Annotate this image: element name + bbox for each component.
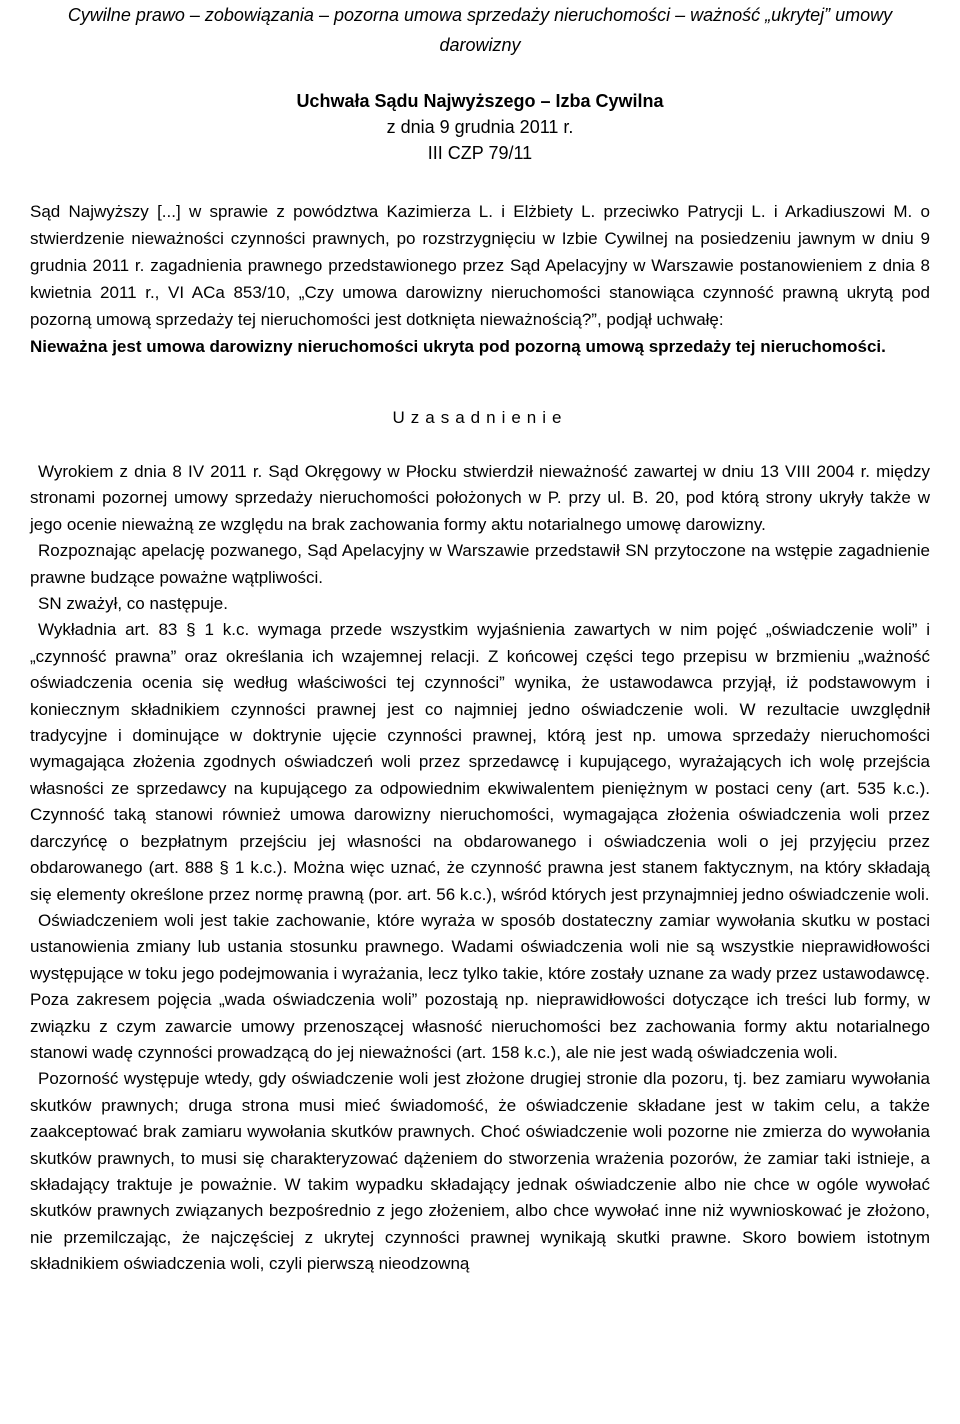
justification-body [30, 459, 930, 1278]
case-number: III CZP 79/11 [427, 143, 533, 163]
resolution-intro [30, 198, 930, 361]
justification-paragraph: Wykładnia art. 83 § 1 k.c. wymaga przede wszystkim wyjaśnienia zawartych w nim pojęć „oświadczenie woli” i „czynność prawna” oraz określania ich wzajemnej relacji. Z końcowej części tego przepisu w brzmieniu „ważność oświadczenia ocenia się według właściwości tej czynności” wynika, że ustawodawca przyjął, iż podstawowym i koniecznym składnikiem czynności prawnej jest co najmniej jedno oświadczenie woli. W rezultacie uwzględnił tradycyjne i dominujące w doktrynie ujęcie czynności prawnej, którą jest np. umowa sprzedaży nieruchomości wymagająca złożenia zgodnych oświadczeń woli przez sprzedawcę i kupującego, wyrażających ich wolę przejścia własności ze sprzedawcy na kupującego za odpowiednim ekwiwalentem pieniężnym w postaci ceny (art. 535 k.c.). Czynność taką stanowi również umowa darowizny nieruchomości, wymagająca złożenia oświadczenia woli przez darczyńcę o bezpłatnym przejściu jej własności na obdarowanego i oświadczenia woli o jej przyjęciu przez obdarowanego (art. 888 § 1 k.c.). Można więc uznać, że czynność prawna jest stanem faktycznym, na który składają się elementy określone przez normę prawną (por. art. 56 k.c.), wśród których jest przynajmniej jedno oświadczenie woli. [30, 620, 930, 904]
justification-paragraph: Pozorność występuje wtedy, gdy oświadczenie woli jest złożone drugiej stronie dla pozoru, tj. bez zamiaru wywołania skutków prawnych; druga strona musi mieć świadomość, że oświadczenie składane jest w takim celu, a także zaakceptować brak zamiaru wywołania skutków prawnych. Choć oświadczenie woli pozorne nie zmierza do wywołania skutków prawnych, to musi się charakteryzować dążeniem do stworzenia wrażenia pozorów, że zamiar taki istnieje, a składający traktuje je poważnie. W takim wypadku składający jednak oświadczenie albo nie chce w ogóle wywołać skutków prawnych związanych bezpośrednio z jego złożeniem, albo chce wywołać inne niż wywnioskować je złożono, nie przemilczając, że najczęściej z ukrytej czynności prawnej wynikają skutki prawne. Skoro bowiem istotnym składnikiem oświadczenia woli, czyli pierwszą nieodzowną [30, 1069, 930, 1274]
justification-paragraph: Oświadczeniem woli jest takie zachowanie, które wyraża w sposób dostateczny zamiar wywołania skutku w postaci ustanowienia zmiany lub ustania stosunku prawnego. Wadami oświadczenia woli nie są wszystkie nieprawidłowości występujące w toku jego podejmowania i wyrażania, lecz tylko takie, które zostały uznane za wady przez ustawodawcę. Poza zakresem pojęcia „wada oświadczenia woli” pozostają np. nieprawidłowości dotyczące ich treści lub formy, w związku z czym zawarcie umowy przenoszącej własność nieruchomości bez zachowania formy aktu notarialnego stanowi wadę czynności prowadzącą do jej nieważności (art. 158 k.c.), ale nie jest wadą oświadczenia woli. [30, 910, 930, 1062]
document-subject: Cywilne prawo – zobowiązania – pozorna umowa sprzedaży nieruchomości – ważność „ukrytej” umowy darowizny [67, 5, 893, 55]
resolution-thesis: Nieważna jest umowa darowizny nieruchomości ukryta pod pozorną umową sprzedaży tej nieruchomości. [30, 337, 886, 356]
justification-heading: Uzasadnienie [392, 408, 568, 427]
court-title: Uchwała Sądu Najwyższego – Izba Cywilna [296, 91, 664, 111]
justification-paragraph: SN zważył, co następuje. [38, 594, 228, 614]
justification-paragraph: Rozpoznając apelację pozwanego, Sąd Apelacyjny w Warszawie przedstawił SN przytoczone na wstępie zagadnienie prawne budzące poważne wątpliwości. [30, 541, 930, 587]
justification-paragraph: Wyrokiem z dnia 8 IV 2011 r. Sąd Okręgowy w Płocku stwierdził nieważność zawartej w dniu 13 VIII 2004 r. między stronami pozornej umowy sprzedaży nieruchomości położonych w P. przy ul. B. 20, pod którą strony ukryły także w jego ocenie nieważną ze względu na brak zachowania formy aktu notarialnego umowę darowizny. [30, 462, 930, 534]
resolution-header [30, 88, 930, 166]
intro-paragraph: Sąd Najwyższy [...] w sprawie z powództwa Kazimierza L. i Elżbiety L. przeciwko Patrycji L. i Arkadiuszowi M. o stwierdzenie nieważności czynności prawnych, po rozstrzygnięciu w Izbie Cywilnej na posiedzeniu jawnym w dniu 9 grudnia 2011 r. zagadnienia prawnego przedstawionego przez Sąd Apelacyjny w Warszawie postanowieniem z dnia 8 kwietnia 2011 r., VI ACa 853/10, „Czy umowa darowizny nieruchomości stanowiąca czynność prawną ukrytą pod pozorną umową sprzedaży tej nieruchomości jest dotknięta nieważnością?”, podjął uchwałę: [30, 202, 930, 329]
resolution-date: z dnia 9 grudnia 2011 r. [386, 117, 574, 137]
